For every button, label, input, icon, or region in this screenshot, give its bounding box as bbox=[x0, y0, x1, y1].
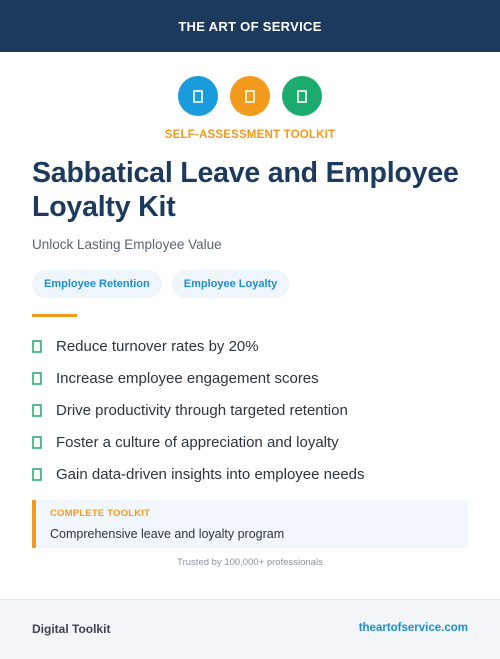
benefit-list bbox=[32, 330, 472, 490]
check-icon bbox=[32, 436, 42, 449]
accent-divider bbox=[32, 314, 77, 317]
benefit-text: Increase employee engagement scores bbox=[56, 369, 319, 387]
document-icon bbox=[178, 76, 218, 116]
footer-label: Digital Toolkit bbox=[32, 622, 111, 636]
toolkit-callout bbox=[32, 500, 468, 548]
tag-employee-loyalty[interactable]: Employee Loyalty bbox=[172, 270, 290, 298]
benefit-item bbox=[32, 426, 472, 458]
website-link[interactable]: theartofservice.com bbox=[358, 622, 468, 634]
check-icon bbox=[32, 340, 42, 353]
header-bar bbox=[0, 0, 500, 52]
clipboard-icon bbox=[230, 76, 270, 116]
brand-name: THE ART OF SERVICE bbox=[178, 18, 322, 34]
benefit-text: Drive productivity through targeted retention bbox=[56, 401, 348, 419]
check-icon bbox=[32, 372, 42, 385]
tag-employee-retention[interactable]: Employee Retention bbox=[32, 270, 162, 298]
page-title: Sabbatical Leave and Employee Loyalty Kit bbox=[32, 157, 459, 223]
trust-line: Trusted by 100,000+ professionals bbox=[177, 557, 323, 568]
benefit-item bbox=[32, 458, 472, 490]
callout-text: Comprehensive leave and loyalty program bbox=[50, 527, 285, 541]
benefit-item bbox=[32, 330, 472, 362]
benefit-item bbox=[32, 394, 472, 426]
benefit-text: Foster a culture of appreciation and loyalty bbox=[56, 433, 339, 451]
callout-label: COMPLETE TOOLKIT bbox=[50, 508, 151, 519]
benefit-text: Reduce turnover rates by 20% bbox=[56, 337, 259, 355]
chart-icon bbox=[282, 76, 322, 116]
icon-row bbox=[0, 76, 500, 116]
benefit-item bbox=[32, 362, 472, 394]
page-subtitle: Unlock Lasting Employee Value bbox=[32, 237, 222, 252]
check-icon bbox=[32, 468, 42, 481]
footer bbox=[0, 599, 500, 659]
check-icon bbox=[32, 404, 42, 417]
tag-list bbox=[32, 270, 289, 298]
benefit-text: Gain data-driven insights into employee needs bbox=[56, 465, 365, 483]
toolkit-kicker: SELF-ASSESSMENT TOOLKIT bbox=[164, 129, 336, 141]
